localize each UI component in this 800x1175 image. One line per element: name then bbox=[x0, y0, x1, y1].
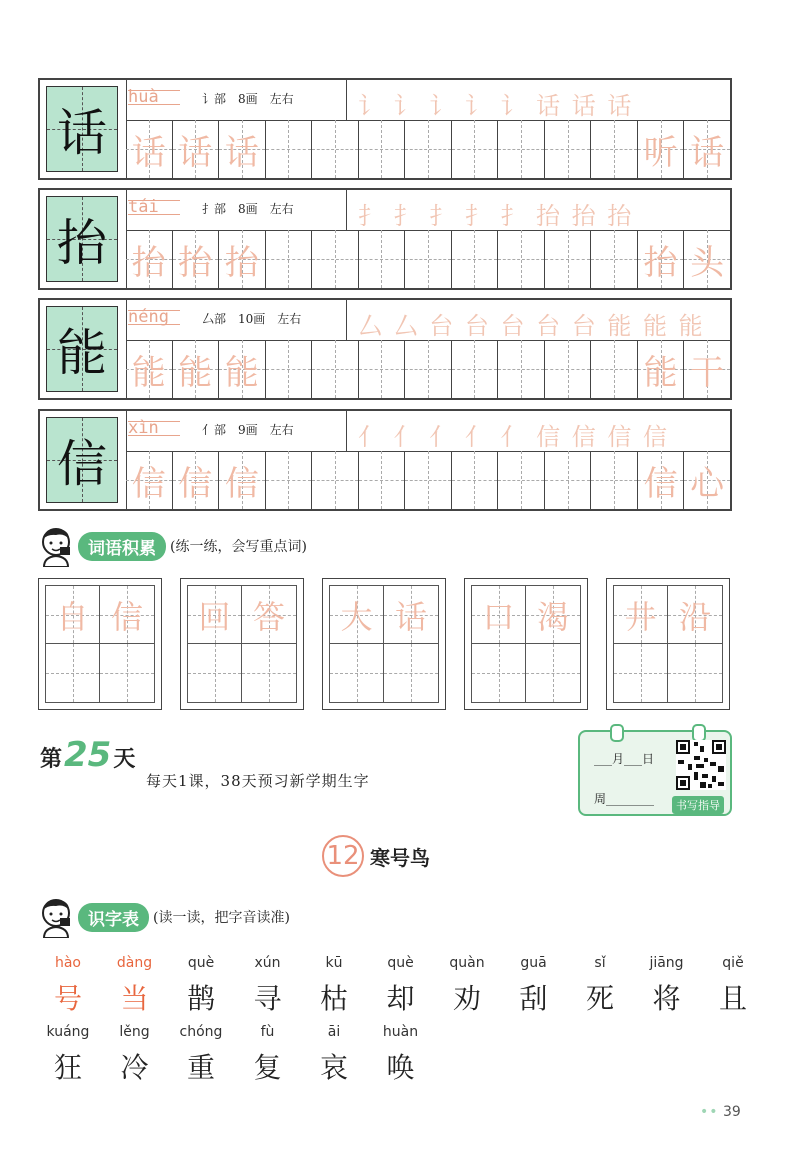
char-structure: 左右 bbox=[269, 423, 294, 437]
writing-cell[interactable] bbox=[311, 230, 358, 288]
char-practice-row bbox=[38, 188, 732, 290]
reading-char bbox=[371, 1024, 431, 1086]
writing-cell[interactable] bbox=[590, 451, 637, 509]
trace-char: 能 bbox=[224, 352, 259, 393]
reading-hanzi: 哀 bbox=[319, 1051, 348, 1084]
reading-pinyin: sǐ bbox=[594, 955, 606, 971]
grid-line bbox=[384, 673, 438, 674]
writing-cell[interactable] bbox=[544, 340, 591, 398]
pinyin-line bbox=[128, 200, 180, 201]
trace-char bbox=[359, 230, 405, 288]
grid-line bbox=[330, 673, 383, 674]
reading-char bbox=[437, 955, 497, 1017]
char-info bbox=[202, 200, 306, 217]
day-header bbox=[40, 735, 135, 775]
trace-char: 口 bbox=[482, 597, 515, 636]
grid-line bbox=[668, 673, 722, 674]
day-number: 25 bbox=[64, 735, 112, 775]
char-practice-row bbox=[38, 409, 732, 511]
pinyin-box bbox=[128, 192, 180, 224]
reading-char bbox=[105, 955, 165, 1017]
word-cell[interactable] bbox=[242, 586, 296, 644]
stroke-order: 讠 讠 讠 讠 讠 话 话 话 bbox=[358, 92, 634, 120]
pinyin-box bbox=[128, 302, 180, 334]
reading-pinyin: kū bbox=[325, 955, 343, 971]
reading-hanzi: 刮 bbox=[519, 982, 548, 1015]
char-structure: 左右 bbox=[277, 312, 302, 326]
stroke-order: 亻 亻 亻 亻 亻 信 信 信 信 bbox=[358, 423, 670, 451]
trace-char: 信 bbox=[131, 463, 166, 504]
reading-char bbox=[38, 955, 98, 1017]
char-strokes-count: 8画 bbox=[238, 92, 258, 106]
divider bbox=[346, 300, 347, 340]
char-practice-row bbox=[38, 78, 732, 180]
writing-cell[interactable] bbox=[172, 451, 219, 509]
trace-char: 话 bbox=[131, 132, 166, 173]
day-prefix: 第 bbox=[40, 747, 63, 772]
pinyin-text: néng bbox=[128, 307, 169, 327]
char-info bbox=[202, 421, 306, 438]
day-subtitle: 每天1课，38天预习新学期生字 bbox=[146, 772, 370, 790]
char-structure: 左右 bbox=[269, 92, 294, 106]
qr-code-icon[interactable] bbox=[676, 740, 726, 790]
word-cell[interactable] bbox=[668, 586, 722, 644]
model-char-box bbox=[46, 306, 118, 392]
trace-char: 话 bbox=[224, 132, 259, 173]
trace-char: 信 bbox=[110, 597, 143, 636]
reading-hanzi: 冷 bbox=[120, 1051, 149, 1084]
writing-cell[interactable] bbox=[265, 230, 312, 288]
word-cell[interactable] bbox=[668, 644, 722, 702]
writing-cell[interactable] bbox=[126, 340, 172, 398]
pinyin-box bbox=[128, 413, 180, 445]
trace-char: 回 bbox=[198, 597, 231, 636]
weekday-line: 周________ bbox=[594, 792, 655, 806]
pinyin-text: tái bbox=[128, 197, 159, 217]
trace-char: 抬 bbox=[643, 242, 678, 283]
char-strokes-count: 9画 bbox=[238, 423, 258, 437]
char-radical: 厶部 bbox=[202, 312, 227, 326]
reading-pinyin: huàn bbox=[382, 1024, 419, 1040]
word-grid bbox=[45, 585, 155, 703]
trace-char bbox=[545, 120, 591, 178]
reading-hanzi: 复 bbox=[253, 1051, 282, 1084]
trace-char: 能 bbox=[178, 352, 213, 393]
char-structure: 左右 bbox=[269, 202, 294, 216]
reading-hanzi: 将 bbox=[652, 982, 681, 1015]
pinyin-text: huà bbox=[128, 87, 159, 107]
writing-cell[interactable] bbox=[358, 451, 405, 509]
trace-char: 沿 bbox=[678, 597, 711, 636]
reading-section-title: 识字表 bbox=[78, 903, 149, 932]
trace-char bbox=[498, 120, 544, 178]
writing-cells bbox=[126, 230, 730, 288]
reading-pinyin: chóng bbox=[179, 1024, 223, 1040]
word-cell[interactable] bbox=[100, 586, 154, 644]
day-suffix: 天 bbox=[113, 747, 136, 772]
grid-line bbox=[46, 673, 99, 674]
reading-hanzi: 唤 bbox=[386, 1051, 415, 1084]
reading-pinyin: āi bbox=[327, 1024, 341, 1040]
writing-cell[interactable] bbox=[404, 230, 451, 288]
reading-pinyin: què bbox=[387, 955, 414, 971]
reading-pinyin: lěng bbox=[119, 1024, 150, 1040]
reading-hanzi: 劝 bbox=[452, 982, 481, 1015]
trace-char bbox=[452, 340, 498, 398]
trace-char bbox=[591, 451, 637, 509]
writing-cell[interactable] bbox=[590, 120, 637, 178]
trace-char: 头 bbox=[690, 242, 725, 283]
reading-pinyin: kuáng bbox=[46, 1024, 90, 1040]
model-char: 话 bbox=[57, 104, 107, 162]
word-box bbox=[180, 578, 304, 710]
words-section-title: 词语积累 bbox=[78, 532, 166, 561]
divider bbox=[346, 80, 347, 120]
divider bbox=[346, 411, 347, 451]
trace-char bbox=[266, 230, 312, 288]
pinyin-line bbox=[128, 90, 180, 91]
pinyin-line bbox=[128, 104, 180, 105]
trace-char: 大 bbox=[340, 597, 373, 636]
trace-char bbox=[359, 120, 405, 178]
model-char: 能 bbox=[57, 324, 107, 382]
writing-cell[interactable] bbox=[683, 451, 730, 509]
reading-char bbox=[171, 955, 231, 1017]
reading-pinyin: hào bbox=[54, 955, 82, 971]
word-cell[interactable] bbox=[330, 586, 384, 644]
writing-cell[interactable] bbox=[637, 451, 684, 509]
word-cell[interactable] bbox=[526, 586, 580, 644]
trace-char bbox=[545, 340, 591, 398]
word-cell[interactable] bbox=[384, 586, 438, 644]
pinyin-line bbox=[128, 421, 180, 422]
writing-cell[interactable] bbox=[358, 120, 405, 178]
writing-cell[interactable] bbox=[451, 451, 498, 509]
writing-cell[interactable] bbox=[637, 120, 684, 178]
date-card bbox=[578, 730, 732, 816]
word-cell[interactable] bbox=[614, 586, 668, 644]
reading-pinyin: quàn bbox=[449, 955, 485, 971]
reading-hanzi: 死 bbox=[585, 982, 614, 1015]
trace-char: 干 bbox=[690, 352, 725, 393]
trace-char bbox=[498, 451, 544, 509]
trace-char bbox=[545, 451, 591, 509]
trace-char bbox=[312, 230, 358, 288]
ring-icon bbox=[610, 724, 624, 742]
trace-char: 答 bbox=[252, 597, 285, 636]
writing-cell[interactable] bbox=[265, 120, 312, 178]
reading-char bbox=[171, 1024, 231, 1086]
trace-char: 听 bbox=[643, 132, 678, 173]
reading-section-note: (读一读，把字音读准) bbox=[153, 910, 290, 926]
trace-char bbox=[498, 340, 544, 398]
trace-char bbox=[405, 230, 451, 288]
word-cell[interactable] bbox=[472, 644, 526, 702]
trace-char bbox=[591, 120, 637, 178]
trace-char bbox=[266, 451, 312, 509]
trace-char: 自 bbox=[56, 597, 89, 636]
stroke-order: 扌 扌 扌 扌 扌 抬 抬 抬 bbox=[358, 202, 634, 230]
char-strokes-count: 8画 bbox=[238, 202, 258, 216]
date-line: ___月___日 bbox=[594, 752, 655, 766]
writing-cell[interactable] bbox=[544, 120, 591, 178]
char-strokes-count: 10画 bbox=[238, 312, 266, 326]
trace-char bbox=[452, 230, 498, 288]
qr-label: 书写指导 bbox=[672, 796, 724, 814]
writing-cell[interactable] bbox=[218, 230, 265, 288]
trace-char bbox=[405, 340, 451, 398]
model-char: 抬 bbox=[57, 214, 107, 272]
char-practice-row bbox=[38, 298, 732, 400]
writing-cells bbox=[126, 120, 730, 178]
writing-cell[interactable] bbox=[265, 340, 312, 398]
trace-char bbox=[405, 120, 451, 178]
word-box bbox=[606, 578, 730, 710]
writing-cell[interactable] bbox=[218, 120, 265, 178]
writing-cell[interactable] bbox=[311, 340, 358, 398]
word-grid bbox=[613, 585, 723, 703]
reading-char bbox=[38, 1024, 98, 1086]
page-number bbox=[700, 1104, 741, 1120]
reading-char bbox=[371, 955, 431, 1017]
word-box bbox=[38, 578, 162, 710]
reading-hanzi: 狂 bbox=[53, 1051, 82, 1084]
reading-char bbox=[304, 955, 364, 1017]
lesson-number: 12 bbox=[322, 835, 364, 877]
writing-cell[interactable] bbox=[683, 340, 730, 398]
trace-char bbox=[266, 340, 312, 398]
writing-cell[interactable] bbox=[683, 230, 730, 288]
trace-char: 井 bbox=[624, 597, 657, 636]
writing-cell[interactable] bbox=[451, 230, 498, 288]
words-section-header bbox=[36, 525, 307, 567]
trace-char: 渴 bbox=[536, 597, 569, 636]
grid-line bbox=[100, 673, 154, 674]
trace-char bbox=[452, 120, 498, 178]
trace-char: 抬 bbox=[178, 242, 213, 283]
lesson-title bbox=[322, 835, 430, 877]
reading-hanzi: 寻 bbox=[253, 982, 282, 1015]
reading-char bbox=[504, 955, 564, 1017]
word-grid bbox=[329, 585, 439, 703]
char-radical: 亻部 bbox=[202, 423, 227, 437]
dots-icon: •• bbox=[700, 1104, 719, 1120]
reading-pinyin: jiāng bbox=[649, 955, 684, 971]
word-cell[interactable] bbox=[188, 586, 242, 644]
trace-char bbox=[266, 120, 312, 178]
reading-pinyin: fù bbox=[260, 1024, 275, 1040]
trace-char: 信 bbox=[224, 463, 259, 504]
trace-char: 能 bbox=[131, 352, 166, 393]
reading-char bbox=[570, 955, 630, 1017]
pinyin-line bbox=[128, 214, 180, 215]
char-radical: 扌部 bbox=[202, 202, 227, 216]
writing-cell[interactable] bbox=[126, 451, 172, 509]
reading-char bbox=[637, 955, 697, 1017]
word-box bbox=[464, 578, 588, 710]
model-char-box bbox=[46, 417, 118, 503]
writing-cell[interactable] bbox=[497, 120, 544, 178]
word-cell[interactable] bbox=[188, 644, 242, 702]
grid-line bbox=[526, 673, 580, 674]
reading-char bbox=[238, 1024, 298, 1086]
writing-cell[interactable] bbox=[637, 230, 684, 288]
writing-cell[interactable] bbox=[451, 120, 498, 178]
stroke-order: 厶 厶 台 台 台 台 台 能 能 能 bbox=[358, 312, 705, 340]
reading-char bbox=[703, 955, 763, 1017]
writing-cell[interactable] bbox=[172, 230, 219, 288]
reading-hanzi: 当 bbox=[120, 982, 149, 1015]
reading-hanzi: 鹊 bbox=[186, 982, 215, 1015]
char-radical: 讠部 bbox=[202, 92, 227, 106]
trace-char: 信 bbox=[643, 463, 678, 504]
pinyin-line bbox=[128, 435, 180, 436]
writing-cells bbox=[126, 340, 730, 398]
pinyin-box bbox=[128, 82, 180, 114]
trace-char bbox=[312, 340, 358, 398]
pinyin-line bbox=[128, 310, 180, 311]
writing-cell[interactable] bbox=[590, 230, 637, 288]
writing-cell[interactable] bbox=[218, 451, 265, 509]
trace-char bbox=[312, 120, 358, 178]
word-cell[interactable] bbox=[384, 644, 438, 702]
page-number-text: 39 bbox=[722, 1104, 741, 1120]
reading-pinyin: guā bbox=[520, 955, 547, 971]
trace-char bbox=[545, 230, 591, 288]
trace-char bbox=[591, 230, 637, 288]
word-cell[interactable] bbox=[46, 586, 100, 644]
model-char-box bbox=[46, 196, 118, 282]
reading-hanzi: 枯 bbox=[319, 982, 348, 1015]
boy-reading-icon bbox=[36, 896, 76, 938]
writing-cell[interactable] bbox=[311, 120, 358, 178]
trace-char: 抬 bbox=[131, 242, 166, 283]
writing-cell[interactable] bbox=[126, 120, 172, 178]
writing-cell[interactable] bbox=[451, 340, 498, 398]
model-char: 信 bbox=[57, 435, 107, 493]
reading-pinyin: què bbox=[187, 955, 215, 971]
writing-cell[interactable] bbox=[358, 230, 405, 288]
trace-char bbox=[498, 230, 544, 288]
word-grid bbox=[187, 585, 297, 703]
writing-cell[interactable] bbox=[358, 340, 405, 398]
trace-char bbox=[359, 340, 405, 398]
reading-pinyin: qiě bbox=[722, 955, 744, 971]
reading-pinyin: dàng bbox=[116, 955, 153, 971]
writing-cell[interactable] bbox=[265, 451, 312, 509]
trace-char bbox=[359, 451, 405, 509]
pinyin-line bbox=[128, 324, 180, 325]
writing-cell[interactable] bbox=[218, 340, 265, 398]
writing-cell[interactable] bbox=[404, 340, 451, 398]
reading-char bbox=[238, 955, 298, 1017]
reading-char bbox=[105, 1024, 165, 1086]
trace-char bbox=[452, 451, 498, 509]
char-info bbox=[202, 90, 306, 107]
boy-reading-icon bbox=[36, 525, 76, 567]
trace-char bbox=[591, 340, 637, 398]
reading-hanzi: 却 bbox=[386, 982, 415, 1015]
writing-cells bbox=[126, 451, 730, 509]
word-cell[interactable] bbox=[242, 644, 296, 702]
grid-line bbox=[188, 673, 241, 674]
pinyin-text: xìn bbox=[128, 418, 159, 438]
char-info bbox=[202, 310, 313, 327]
word-cell[interactable] bbox=[330, 644, 384, 702]
writing-cell[interactable] bbox=[544, 230, 591, 288]
model-char-box bbox=[46, 86, 118, 172]
reading-hanzi: 号 bbox=[53, 982, 82, 1015]
word-cell[interactable] bbox=[472, 586, 526, 644]
trace-char: 信 bbox=[178, 463, 213, 504]
trace-char bbox=[405, 451, 451, 509]
reading-pinyin: xún bbox=[254, 955, 281, 971]
writing-cell[interactable] bbox=[126, 230, 172, 288]
trace-char: 话 bbox=[690, 132, 725, 173]
words-section-note: (练一练，会写重点词) bbox=[170, 539, 307, 555]
trace-char: 抬 bbox=[224, 242, 259, 283]
word-cell[interactable] bbox=[614, 644, 668, 702]
writing-cell[interactable] bbox=[497, 230, 544, 288]
trace-char: 话 bbox=[178, 132, 213, 173]
grid-line bbox=[472, 673, 525, 674]
grid-line bbox=[242, 673, 296, 674]
trace-char bbox=[312, 451, 358, 509]
trace-char: 能 bbox=[643, 352, 678, 393]
writing-cell[interactable] bbox=[172, 340, 219, 398]
reading-char bbox=[304, 1024, 364, 1086]
reading-hanzi: 且 bbox=[718, 982, 747, 1015]
word-box bbox=[322, 578, 446, 710]
trace-char: 话 bbox=[394, 597, 427, 636]
lesson-name: 寒号鸟 bbox=[370, 845, 430, 870]
reading-section-header bbox=[36, 896, 290, 938]
trace-char: 心 bbox=[690, 463, 725, 504]
grid-line bbox=[614, 673, 667, 674]
writing-cell[interactable] bbox=[311, 451, 358, 509]
word-grid bbox=[471, 585, 581, 703]
writing-cell[interactable] bbox=[637, 340, 684, 398]
writing-cell[interactable] bbox=[172, 120, 219, 178]
writing-cell[interactable] bbox=[404, 120, 451, 178]
writing-cell[interactable] bbox=[497, 340, 544, 398]
writing-cell[interactable] bbox=[590, 340, 637, 398]
writing-cell[interactable] bbox=[683, 120, 730, 178]
writing-cell[interactable] bbox=[544, 451, 591, 509]
word-cell[interactable] bbox=[46, 644, 100, 702]
divider bbox=[346, 190, 347, 230]
writing-cell[interactable] bbox=[404, 451, 451, 509]
writing-cell[interactable] bbox=[497, 451, 544, 509]
reading-hanzi: 重 bbox=[186, 1051, 215, 1084]
word-cell[interactable] bbox=[100, 644, 154, 702]
word-cell[interactable] bbox=[526, 644, 580, 702]
